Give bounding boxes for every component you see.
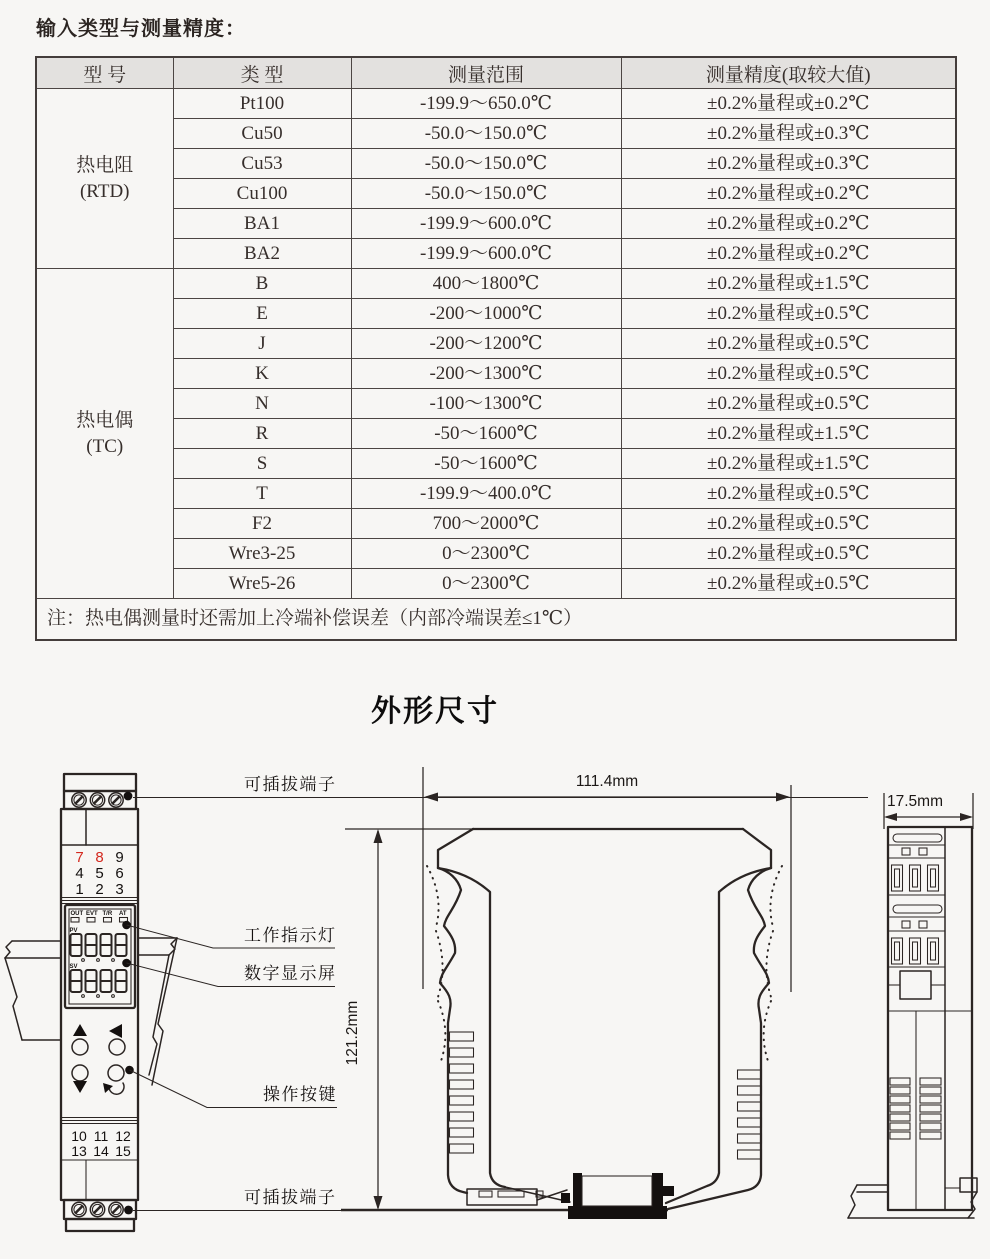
status-led [104, 918, 112, 923]
svg-text:2: 2 [95, 881, 104, 898]
svg-text:10: 10 [71, 1128, 87, 1144]
vent-slots-left [450, 1032, 474, 1153]
type-cell: BA2 [173, 239, 351, 269]
accuracy-cell: ±0.2%量程或±0.2℃ [621, 179, 956, 209]
accuracy-cell: ±0.2%量程或±0.5℃ [621, 539, 956, 569]
table-row [36, 539, 956, 569]
svg-text:OUT: OUT [70, 911, 84, 917]
svg-text:15: 15 [115, 1143, 131, 1159]
width-dimension: 111.4mm [575, 773, 639, 790]
type-cell: N [173, 389, 351, 419]
type-cell: Wre3-25 [173, 539, 351, 569]
spec-table [35, 56, 957, 641]
table-row [36, 479, 956, 509]
device-side-view [341, 767, 791, 1219]
table-row [36, 389, 956, 419]
up-button [72, 1039, 88, 1055]
range-cell: -199.9～650.0℃ [351, 89, 621, 119]
accuracy-cell: ±0.2%量程或±1.5℃ [621, 269, 956, 299]
up-arrow-icon [73, 1024, 87, 1036]
din-rail-right [848, 1178, 977, 1218]
range-cell: 700～2000℃ [351, 509, 621, 539]
callout-terminal-top: 可插拔端子 [244, 775, 337, 794]
enter-button [108, 1065, 124, 1081]
type-cell: E [173, 299, 351, 329]
range-cell: 400～1800℃ [351, 269, 621, 299]
accuracy-cell: ±0.2%量程或±0.3℃ [621, 149, 956, 179]
svg-text:12: 12 [115, 1128, 131, 1144]
table-header-row [36, 57, 956, 89]
height-dimension: 121.2mm [344, 1000, 361, 1066]
range-cell: -50.0～150.0℃ [351, 119, 621, 149]
accuracy-cell: ±0.2%量程或±0.5℃ [621, 569, 956, 599]
din-rail-left [5, 938, 177, 1085]
header-accuracy: 测量精度(取较大值) [621, 57, 956, 89]
table-row [36, 119, 956, 149]
callout-terminal-bottom: 可插拔端子 [244, 1188, 337, 1207]
svg-text:6: 6 [115, 865, 124, 882]
table-row [36, 269, 956, 299]
table-row [36, 89, 956, 119]
range-cell: -50～1600℃ [351, 449, 621, 479]
type-cell: Cu53 [173, 149, 351, 179]
table-row [36, 209, 956, 239]
table-row [36, 299, 956, 329]
type-cell: Cu100 [173, 179, 351, 209]
device-front-view [61, 774, 138, 1231]
vent-slots-right [738, 1070, 762, 1159]
accuracy-cell: ±0.2%量程或±0.5℃ [621, 389, 956, 419]
terminal-screws-bottom [72, 1202, 123, 1216]
return-arrow-icon [109, 1083, 124, 1094]
table-row [36, 359, 956, 389]
accuracy-cell: ±0.2%量程或±0.5℃ [621, 329, 956, 359]
svg-text:AT: AT [119, 911, 127, 917]
accuracy-cell: ±0.2%量程或±1.5℃ [621, 419, 956, 449]
range-cell: -50～1600℃ [351, 419, 621, 449]
range-cell: -200～1200℃ [351, 329, 621, 359]
type-cell: F2 [173, 509, 351, 539]
header-range: 测量范围 [351, 57, 621, 89]
svg-text:14: 14 [93, 1143, 109, 1159]
type-cell: Wre5-26 [173, 569, 351, 599]
type-cell: J [173, 329, 351, 359]
type-cell: R [173, 419, 351, 449]
table-row [36, 449, 956, 479]
svg-text:SV: SV [69, 964, 78, 970]
svg-text:T/R: T/R [102, 911, 113, 917]
svg-text:8: 8 [95, 849, 104, 866]
table-row [36, 569, 956, 599]
page-title: 输入类型与测量精度： [36, 18, 246, 40]
svg-text:3: 3 [115, 881, 124, 898]
terminal-numbers-top [75, 849, 123, 898]
accuracy-cell: ±0.2%量程或±0.5℃ [621, 509, 956, 539]
table-row [36, 149, 956, 179]
left-arrow-icon [109, 1024, 122, 1038]
model-group-cell: 热电阻 (RTD) [36, 89, 173, 269]
range-cell: -200～1300℃ [351, 359, 621, 389]
accuracy-cell: ±0.2%量程或±0.5℃ [621, 479, 956, 509]
operation-buttons [72, 1024, 134, 1094]
range-cell: -100～1300℃ [351, 389, 621, 419]
svg-text:4: 4 [75, 865, 84, 882]
header-model: 型 号 [36, 57, 173, 89]
section-title: 外形尺寸 [371, 695, 499, 728]
accuracy-cell: ±0.2%量程或±1.5℃ [621, 449, 956, 479]
accuracy-cell: ±0.2%量程或±0.2℃ [621, 89, 956, 119]
type-cell: B [173, 269, 351, 299]
rear-slots-top [892, 865, 939, 891]
spec-table-body [36, 89, 956, 599]
table-note-row [36, 599, 956, 641]
accuracy-cell: ±0.2%量程或±0.3℃ [621, 119, 956, 149]
type-cell: S [173, 449, 351, 479]
range-cell: -199.9～600.0℃ [351, 209, 621, 239]
range-cell: -199.9～400.0℃ [351, 479, 621, 509]
table-note: 注：热电偶测量时还需加上冷端补偿误差（内部冷端误差≤1℃） [36, 599, 956, 641]
callout-indicator-light: 工作指示灯 [244, 926, 337, 945]
terminal-numbers-bottom [71, 1128, 131, 1159]
svg-text:7: 7 [75, 849, 84, 866]
digital-display [65, 905, 135, 1008]
callout-operation-buttons: 操作按键 [263, 1085, 337, 1104]
svg-text:11: 11 [93, 1128, 109, 1144]
header-type: 类 型 [173, 57, 351, 89]
svg-text:EVT: EVT [86, 911, 98, 917]
range-cell: 0～2300℃ [351, 539, 621, 569]
din-clip [561, 1173, 674, 1219]
callout-digital-display: 数字显示屏 [244, 964, 337, 983]
table-row [36, 179, 956, 209]
range-cell: 0～2300℃ [351, 569, 621, 599]
table-row [36, 239, 956, 269]
dimension-drawing [0, 759, 990, 1259]
accuracy-cell: ±0.2%量程或±0.5℃ [621, 359, 956, 389]
table-row [36, 329, 956, 359]
type-cell: T [173, 479, 351, 509]
status-led [71, 918, 79, 923]
table-row [36, 509, 956, 539]
down-arrow-icon [73, 1081, 87, 1093]
type-cell: Cu50 [173, 119, 351, 149]
accuracy-cell: ±0.2%量程或±0.2℃ [621, 239, 956, 269]
svg-text:13: 13 [71, 1143, 87, 1159]
type-cell: BA1 [173, 209, 351, 239]
mounting-foot [467, 1187, 570, 1205]
sv-seven-segment [71, 970, 127, 992]
type-cell: K [173, 359, 351, 389]
range-cell: -199.9～600.0℃ [351, 239, 621, 269]
range-cell: -50.0～150.0℃ [351, 149, 621, 179]
range-cell: -200～1000℃ [351, 299, 621, 329]
type-cell: Pt100 [173, 89, 351, 119]
svg-text:9: 9 [115, 849, 124, 866]
svg-text:PV: PV [69, 928, 78, 934]
accuracy-cell: ±0.2%量程或±0.5℃ [621, 299, 956, 329]
model-group-cell: 热电偶 (TC) [36, 269, 173, 599]
status-led [87, 918, 95, 923]
accuracy-cell: ±0.2%量程或±0.2℃ [621, 209, 956, 239]
range-cell: -50.0～150.0℃ [351, 179, 621, 209]
svg-text:1: 1 [75, 881, 84, 898]
left-button [109, 1039, 125, 1055]
pv-seven-segment [71, 934, 127, 956]
callout-dot-terminal-top [124, 792, 133, 801]
callout-dot-terminal-bottom [124, 1206, 133, 1215]
table-row [36, 419, 956, 449]
device-rear-view [848, 793, 977, 1218]
svg-text:5: 5 [95, 865, 104, 882]
depth-dimension: 17.5mm [887, 793, 943, 810]
down-button [72, 1065, 88, 1081]
rear-slots-bottom [892, 938, 939, 964]
terminal-screws-top [72, 793, 123, 807]
